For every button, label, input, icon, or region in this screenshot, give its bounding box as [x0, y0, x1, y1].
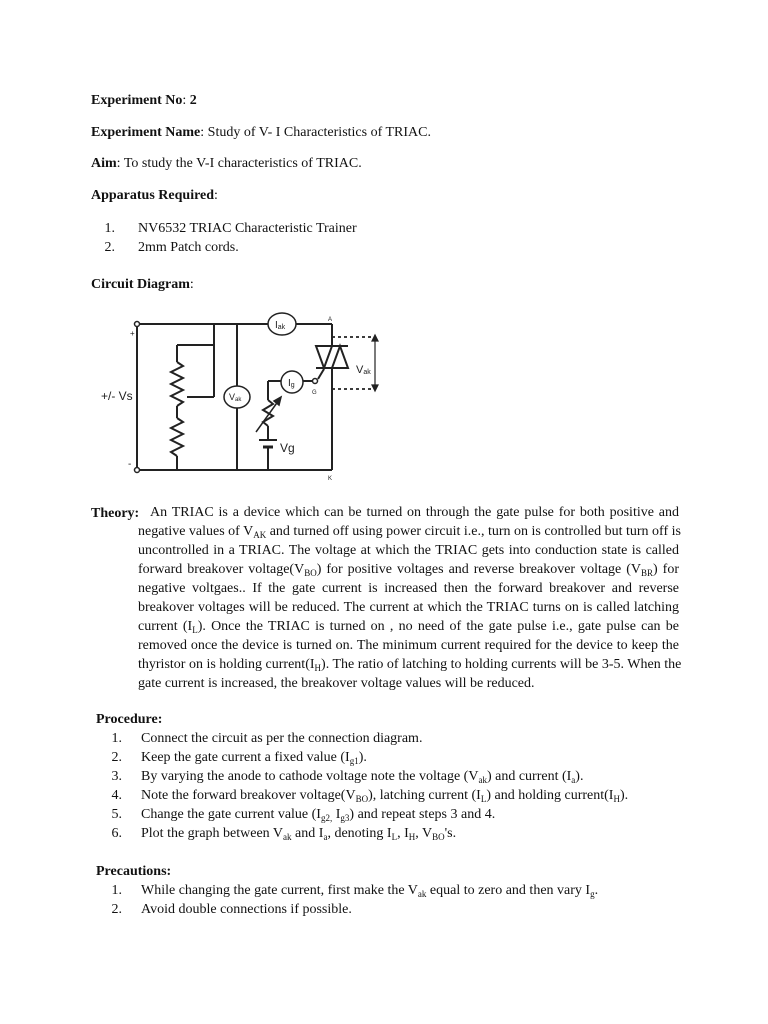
- iak-meter-label: Iak: [275, 320, 286, 331]
- theory-paragraph: An TRIAC is a device which can be turned on through the gate pulse for both positive and negative values of $V_{AK}$ and turned off using power circuit i.e., turn on is controlled but turn off is uncontrolled in a TRIAC. The voltage at which the TRIAC gets into conduction state is called forward breakover $voltage(V_{BO})$ for positive voltages and reverse breakover voltage $(V_{BR})$ for negative voltgaes.. If the gate current is increased then the forward breakover and reverse breakover voltages will be reduced. The current at which the TRIAC turns on is called latching current $(I_L)$. Once the TRIAC is turned on , no need of the gate pulse i.e., gate pulse can be removed once the device is turned on. The minimum current required for the device to keep the thyristor on is holding $current(I_H)$. The ratio of latching to holding currents will be 3-5. When the gate current is increased, the breakover voltage values will be reduced.: [138, 505, 682, 691]
- experiment-name-value: Study of V- I Characteristics of TRIAC.: [207, 125, 431, 140]
- precautions-heading: Precautions:: [96, 864, 172, 879]
- gate-label: G: [312, 390, 317, 396]
- cathode-label: K: [328, 476, 333, 482]
- ig-meter-label: Ig: [288, 378, 295, 389]
- experiment-name-label: Experiment Name: [91, 125, 201, 140]
- vak-device-label: Vak: [356, 364, 371, 376]
- vg-label: Vg: [280, 441, 295, 455]
- aim-label: Aim: [91, 156, 117, 171]
- procedure-heading: Procedure:: [96, 712, 163, 727]
- experiment-no-value: 2: [189, 93, 197, 108]
- minus-label: -: [128, 459, 132, 470]
- apparatus-heading: Apparatus Required: [91, 188, 215, 203]
- anode-label: A: [328, 317, 333, 323]
- aim-value: To study the V-I characteristics of TRIAC.: [123, 156, 362, 171]
- theory-label: Theory:: [91, 506, 140, 521]
- supply-label: +/- Vs: [101, 389, 133, 403]
- experiment-no-line: Experiment No: 2: [91, 93, 197, 108]
- apparatus-heading-line: Apparatus Required:: [91, 188, 218, 203]
- plus-label: +: [130, 329, 135, 338]
- circuit-heading-line: Circuit Diagram:: [91, 277, 194, 292]
- experiment-no-label: Experiment No: [91, 93, 183, 108]
- circuit-heading: Circuit Diagram: [91, 277, 190, 292]
- vak-meter-label: Vak: [229, 392, 242, 403]
- circuit-diagram: [0, 0, 768, 500]
- aim-line: Aim: To study the V-I characteristics of TRIAC.: [91, 156, 362, 171]
- experiment-name-line: Experiment Name: Study of V- I Characteristics of TRIAC.: [91, 125, 431, 140]
